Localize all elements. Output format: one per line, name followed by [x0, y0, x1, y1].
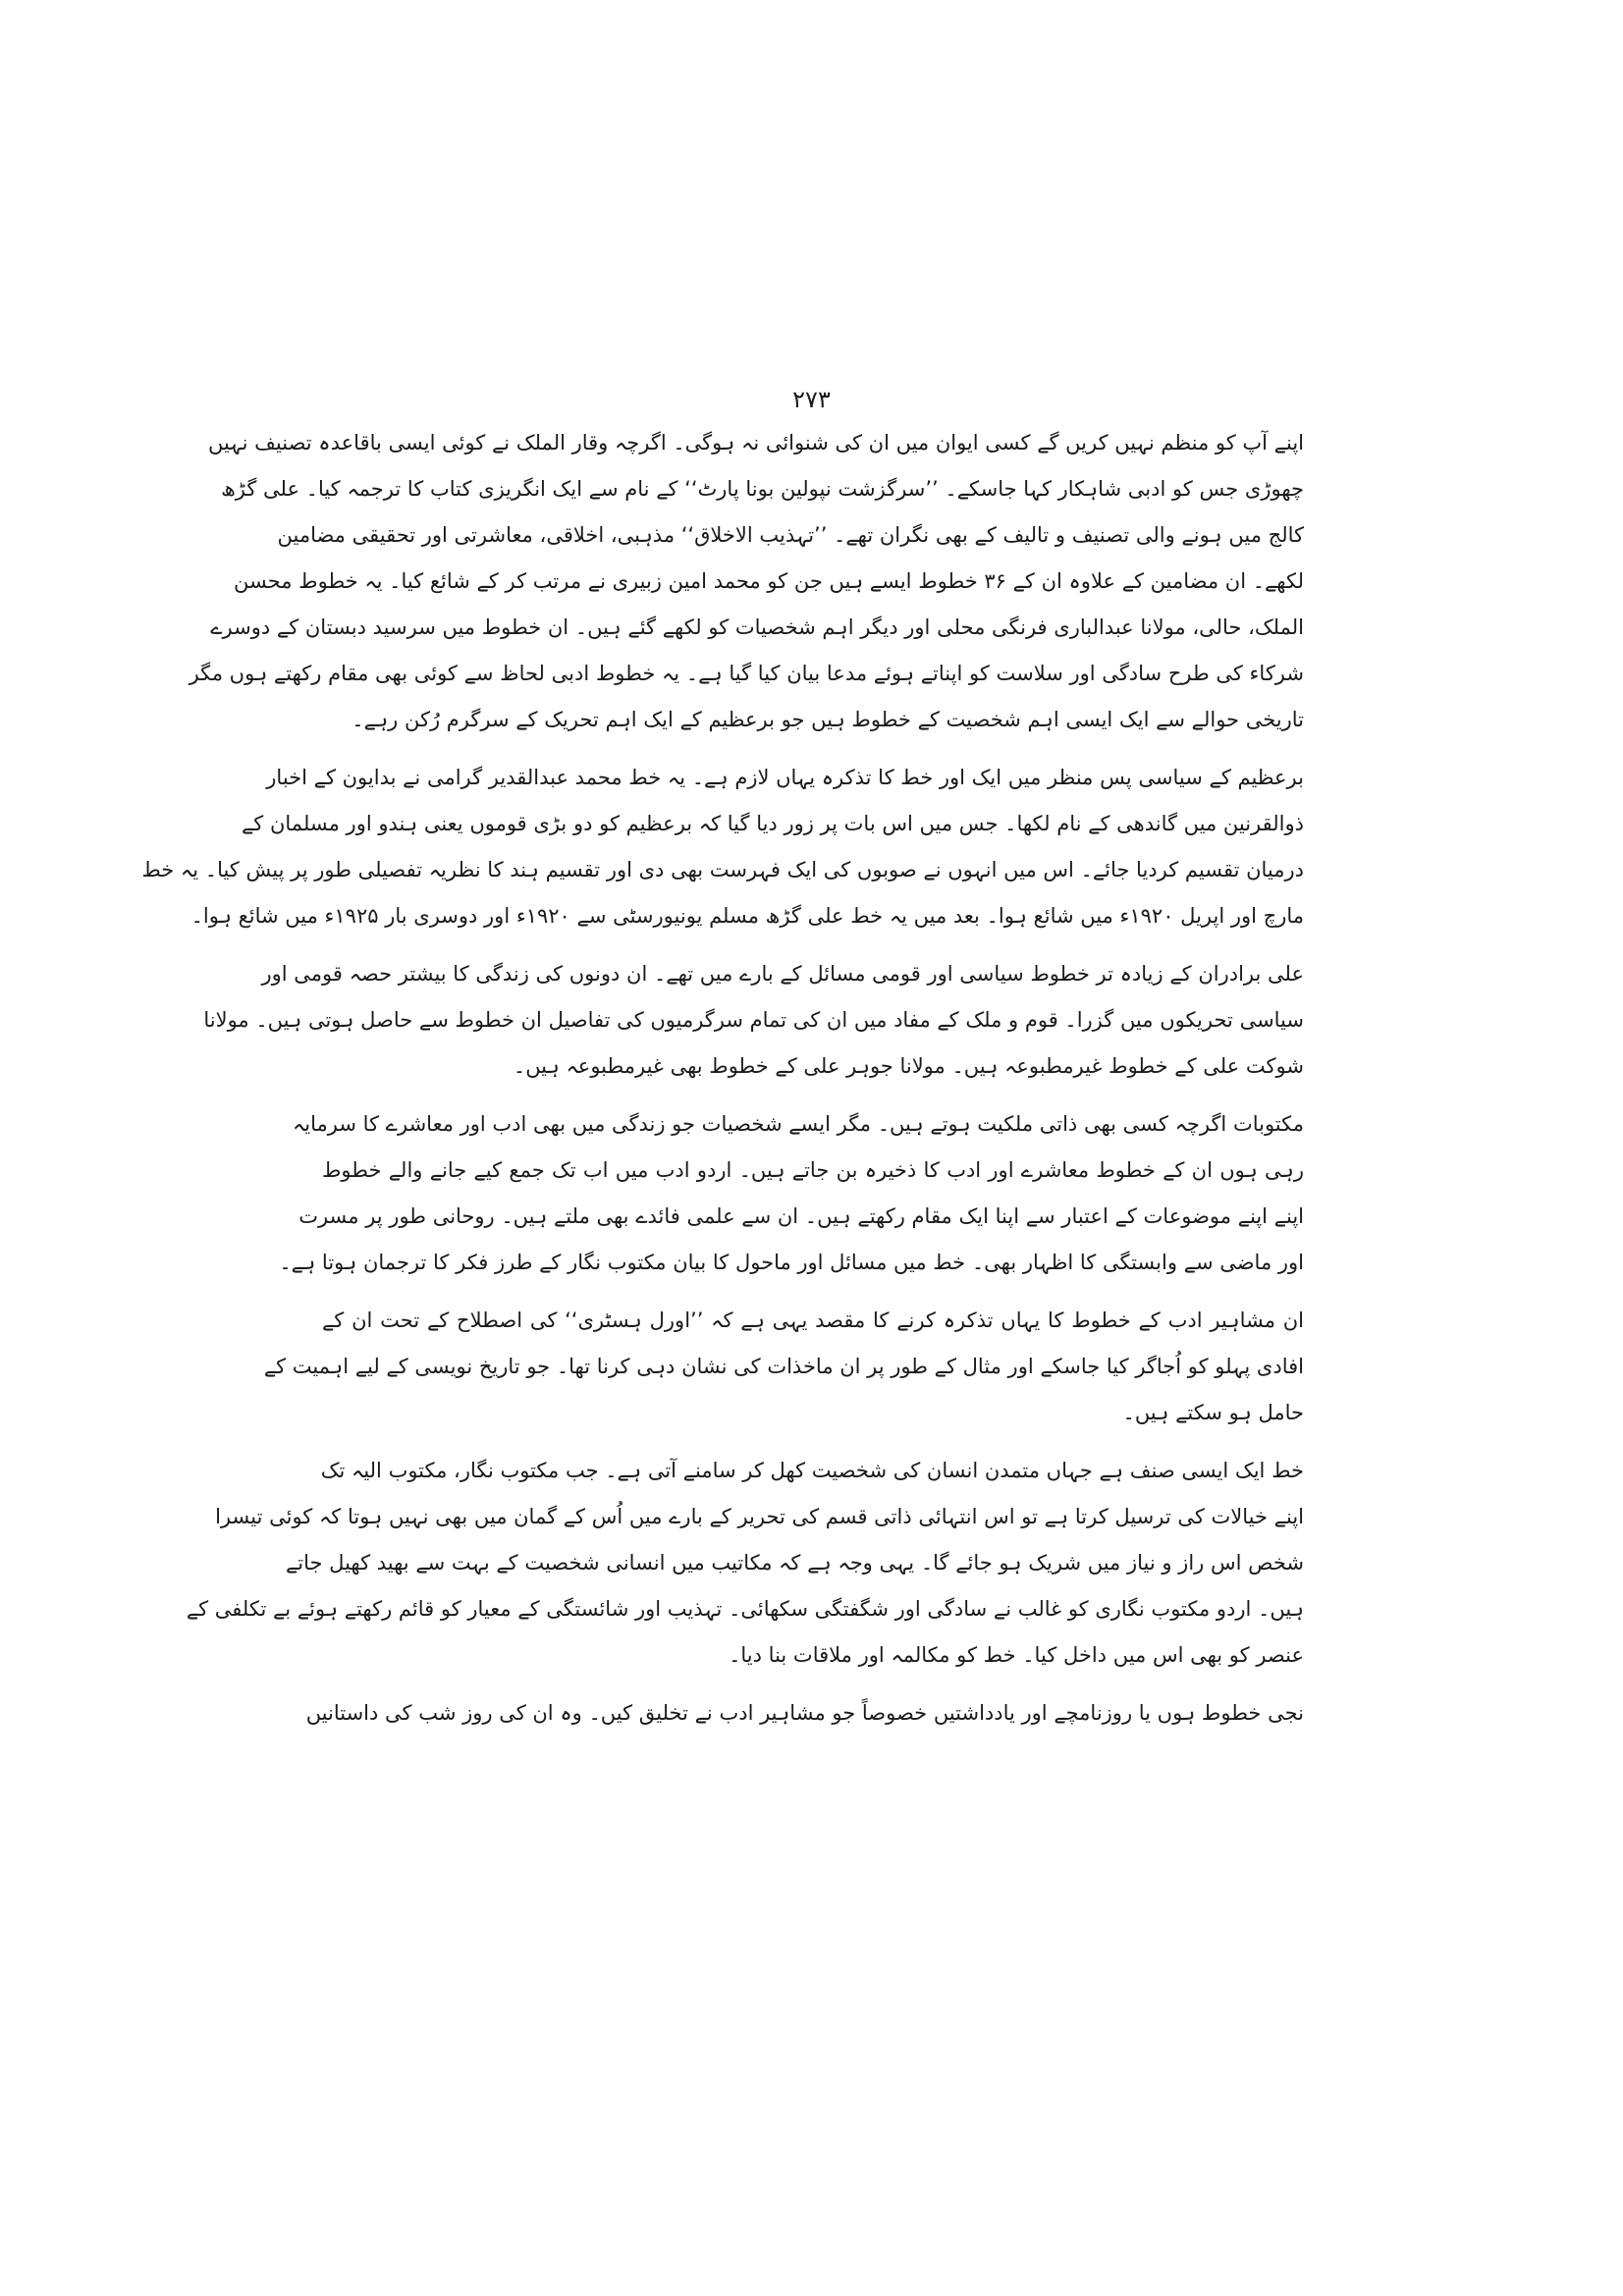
text-line: اپنے اپنے موضوعات کے اعتبار سے اپنا ایک مقام رکھتے ہیں۔ ان سے علمی فائدے بھی ملتے ہیں۔ روحانی طور پر مسرت — [298, 1204, 1304, 1228]
text-line: تاریخی حوالے سے ایک ایسی اہم شخصیت کے خطوط ہیں جو برعظیم کے ایک اہم تحریک کے سرگرم رُکن رہے۔ — [352, 708, 1304, 731]
paragraph-7 — [305, 1690, 1304, 1736]
text-line: کالج میں ہونے والی تصنیف و تالیف کے بھی نگران تھے۔ ’’تہذیب الاخلاق‘‘ مذہبی، اخلاقی، معاشرتی اور تحقیقی مضامین — [277, 523, 1304, 547]
text-line: شوکت علی کے خطوط غیرمطبوعہ ہیں۔ مولانا جوہر علی کے خطوط بھی غیرمطبوعہ ہیں۔ — [513, 1054, 1304, 1078]
paragraph-3 — [203, 951, 1304, 1090]
text-line: حامل ہو سکتے ہیں۔ — [1122, 1401, 1304, 1424]
text-line: مکتوبات اگرچہ کسی بھی ذاتی ملکیت ہوتے ہیں۔ مگر ایسے شخصیات جو زندگی میں بھی ادب اور معاشرے کا سرمایہ — [292, 1112, 1304, 1136]
text-line: اپنے خیالات کی ترسیل کرتا ہے تو اس انتہائی ذاتی قسم کی تحریر کے بارے میں اُس کے گمان میں بھی نہیں ہوتا کہ کوئی تیسرا — [215, 1505, 1304, 1528]
text-line: اور ماضی سے وابستگی کا اظہار بھی۔ خط میں مسائل اور ماحول کا بیان مکتوب نگار کے طرز فکر کا ترجمان ہوتا ہے۔ — [279, 1251, 1304, 1274]
text-line: مارچ اور اپریل ۱۹۲۰ء میں شائع ہوا۔ بعد میں یہ خط علی گڑھ مسلم یونیورسٹی سے ۱۹۲۰ء اور دوسری بار ۱۹۲۵ء میں شائع ہوا۔ — [190, 904, 1304, 928]
text-line: برعظیم کے سیاسی پس منظر میں ایک اور خط کا تذکرہ یہاں لازم ہے۔ یہ خط محمد عبدالقدیر گرامی نے بدایون کے اخبار — [266, 766, 1304, 789]
text-line: ان مشاہیر ادب کے خطوط کا یہاں تذکرہ کرنے کا مقصد یہی ہے کہ ’’اورل ہسٹری‘‘ کی اصطلاح کے تحت ان کے — [322, 1308, 1304, 1332]
text-line: لکھے۔ ان مضامین کے علاوہ ان کے ۳۶ خطوط ایسے ہیں جن کو محمد امین زبیری نے مرتب کر کے شائع کیا۔ یہ خطوط محسن — [233, 569, 1304, 593]
text-line: درمیان تقسیم کردیا جائے۔ اس میں انہوں نے صوبوں کی ایک فہرست بھی دی اور تقسیم ہند کا نظریہ تفصیلی طور پر پیش کیا۔ یہ خط — [141, 858, 1304, 881]
paragraph-5 — [263, 1298, 1304, 1436]
text-line: شخص اس راز و نیاز میں شریک ہو جائے گا۔ یہی وجہ ہے کہ مکاتیب میں انسانی شخصیت کے بہت سے بھید کھیل جاتے — [285, 1551, 1304, 1575]
text-line: عنصر کو بھی اس میں داخل کیا۔ خط کو مکالمہ اور ملاقات بنا دیا۔ — [729, 1643, 1304, 1667]
text-line: شرکاء کی طرح سادگی اور سلاست کو اپناتے ہوئے مدعا بیان کیا گیا ہے۔ یہ خطوط ادبی لحاظ سے کوئی بھی مقام رکھتے ہوں مگر — [189, 662, 1304, 685]
text-line: ذوالقرنین میں گاندھی کے نام لکھا۔ جس میں اس بات پر زور دیا گیا کہ برعظیم کو دو بڑی قوموں یعنی ہندو اور مسلمان کے — [242, 812, 1304, 835]
text-line: افادی پہلو کو اُجاگر کیا جاسکے اور مثال کے طور پر ان ماخذات کی نشان دہی کرنا تھا۔ جو تاریخ نویسی کے لیے اہمیت کے — [263, 1355, 1304, 1378]
text-line: نجی خطوط ہوں یا روزنامچے اور یادداشتیں خصوصاً جو مشاہیر ادب نے تخلیق کیں۔ وہ ان کی روز شب کی داستانیں — [305, 1701, 1304, 1725]
text-line: اپنے آپ کو منظم نہیں کریں گے کسی ایوان میں ان کی شنوائی نہ ہوگی۔ اگرچہ وقار الملک نے کوئی ایسی باقاعدہ تصنیف نہیں — [208, 431, 1304, 454]
text-line: الملک، حالی، مولانا عبدالباری فرنگی محلی اور دیگر اہم شخصیات کو لکھے گئے ہیں۔ ان خطوط میں سرسید دبستان کے دوسرے — [210, 615, 1304, 639]
page-number: ۲۷۳ — [792, 386, 831, 413]
text-line: ہیں۔ اردو مکتوب نگاری کو غالب نے سادگی اور شگفتگی سکھائی۔ تہذیب اور شائستگی کے معیار کو قائم رکھتے ہوئے بے تکلفی کے — [186, 1597, 1304, 1621]
text-line: خط ایک ایسی صنف ہے جہاں متمدن انسان کی شخصیت کھل کر سامنے آتی ہے۔ جب مکتوب نگار، مکتوب الیہ تک — [320, 1459, 1304, 1482]
paragraph-1 — [189, 420, 1304, 743]
paragraph-4 — [279, 1101, 1304, 1286]
text-line: علی برادران کے زیادہ تر خطوط سیاسی اور قومی مسائل کے بارے میں تھے۔ ان دونوں کی زندگی کا بیشتر حصہ قومی اور — [261, 962, 1304, 986]
paragraph-6 — [186, 1448, 1304, 1679]
text-line: رہی ہوں ان کے خطوط معاشرے اور ادب کا ذخیرہ بن جاتے ہیں۔ اردو ادب میں اب تک جمع کیے جانے والے خطوط — [322, 1158, 1304, 1182]
text-line: سیاسی تحریکوں میں گزرا۔ قوم و ملک کے مفاد میں ان کی تمام سرگرمیوں کی تفاصیل ان خطوط سے حاصل ہوتی ہیں۔ مولانا — [203, 1008, 1304, 1032]
text-line: چھوڑی جس کو ادبی شاہکار کہا جاسکے۔ ’’سرگزشت نپولین بونا پارٹ‘‘ کے نام سے ایک انگریزی کتاب کا ترجمہ کیا۔ علی گڑھ — [221, 477, 1304, 501]
body-text — [141, 420, 1304, 1748]
paragraph-2 — [141, 755, 1304, 939]
